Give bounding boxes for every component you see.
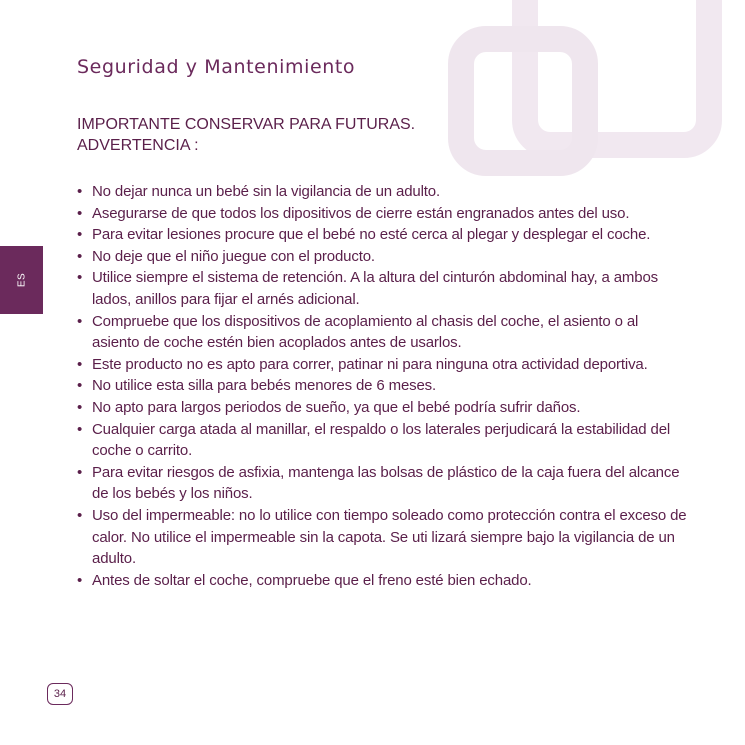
warning-text: No utilice esta silla para bebés menores de 6 meses. — [92, 377, 437, 395]
language-tab-label: ES — [16, 272, 27, 288]
warning-heading: ADVERTENCIA : — [77, 137, 199, 154]
warning-text: Compruebe que los dispositivos de acoplamiento al chasis del coche, el asiento o al asiento de coche estén bien acoplados antes de usarlos. — [92, 312, 639, 352]
warning-text: Este producto no es apto para correr, patinar ni para ninguna otra actividad deportiva. — [92, 355, 648, 373]
warning-item — [77, 311, 687, 354]
warning-item — [77, 570, 687, 592]
bullet-icon: • — [77, 269, 83, 287]
bullet-icon: • — [77, 247, 83, 265]
bullet-icon: • — [77, 183, 83, 200]
warning-list — [77, 181, 687, 591]
warning-item — [77, 419, 687, 462]
warning-item — [77, 397, 687, 419]
warning-text: No apto para largos periodos de sueño, ya que el bebé podría sufrir daños. — [92, 398, 581, 416]
bullet-icon: • — [77, 420, 83, 438]
warning-text: No dejar nunca un bebé sin la vigilancia de un adulto. — [92, 183, 440, 200]
warning-item — [77, 246, 687, 268]
decorative-rounded-square — [448, 26, 598, 176]
bullet-icon: • — [77, 312, 83, 330]
warning-text: Asegurarse de que todos los dipositivos de cierre están engranados antes del uso. — [92, 204, 630, 222]
warning-text: Antes de soltar el coche, compruebe que el freno esté bien echado. — [92, 571, 532, 589]
warning-text: Cualquier carga atada al manillar, el respaldo o los laterales perjudicará la estabilidad del coche o carrito. — [92, 420, 671, 460]
bullet-icon: • — [77, 398, 83, 416]
bullet-icon: • — [77, 377, 83, 395]
warning-item — [77, 375, 687, 397]
bullet-icon: • — [77, 571, 83, 589]
bullet-icon: • — [77, 463, 83, 481]
warning-item — [77, 505, 687, 570]
bullet-icon: • — [77, 226, 83, 244]
section-title: Seguridad y Mantenimiento — [77, 56, 356, 78]
warning-text: Uso del impermeable: no lo utilice con tiempo soleado como protección contra el exceso de calor. No utilice el impermeable sin la capota. Se uti lizará siempre bajo la vigilancia de un adulto. — [92, 506, 687, 568]
warning-item — [77, 181, 687, 203]
warning-text: Utilice siempre el sistema de retención. A la altura del cinturón abdominal hay, a ambos lados, anillos para fijar el arnés adicional. — [92, 269, 658, 308]
warning-item — [77, 224, 687, 246]
page-number: 34 — [47, 683, 73, 705]
important-heading: IMPORTANTE CONSERVAR PARA FUTURAS. — [77, 116, 416, 133]
warning-item — [77, 267, 687, 310]
warning-item — [77, 354, 687, 376]
warning-text: Para evitar riesgos de asfixia, mantenga las bolsas de plástico de la caja fuera del alcance de los bebés y los niños. — [92, 463, 680, 503]
language-tab — [0, 246, 43, 314]
bullet-icon: • — [77, 204, 83, 222]
warning-text: No deje que el niño juegue con el producto. — [92, 247, 375, 265]
warning-text: Para evitar lesiones procure que el bebé no esté cerca al plegar y desplegar el coche. — [92, 226, 651, 244]
bullet-icon: • — [77, 355, 83, 373]
bullet-icon: • — [77, 506, 83, 524]
warning-item — [77, 203, 687, 225]
warning-item — [77, 462, 687, 505]
